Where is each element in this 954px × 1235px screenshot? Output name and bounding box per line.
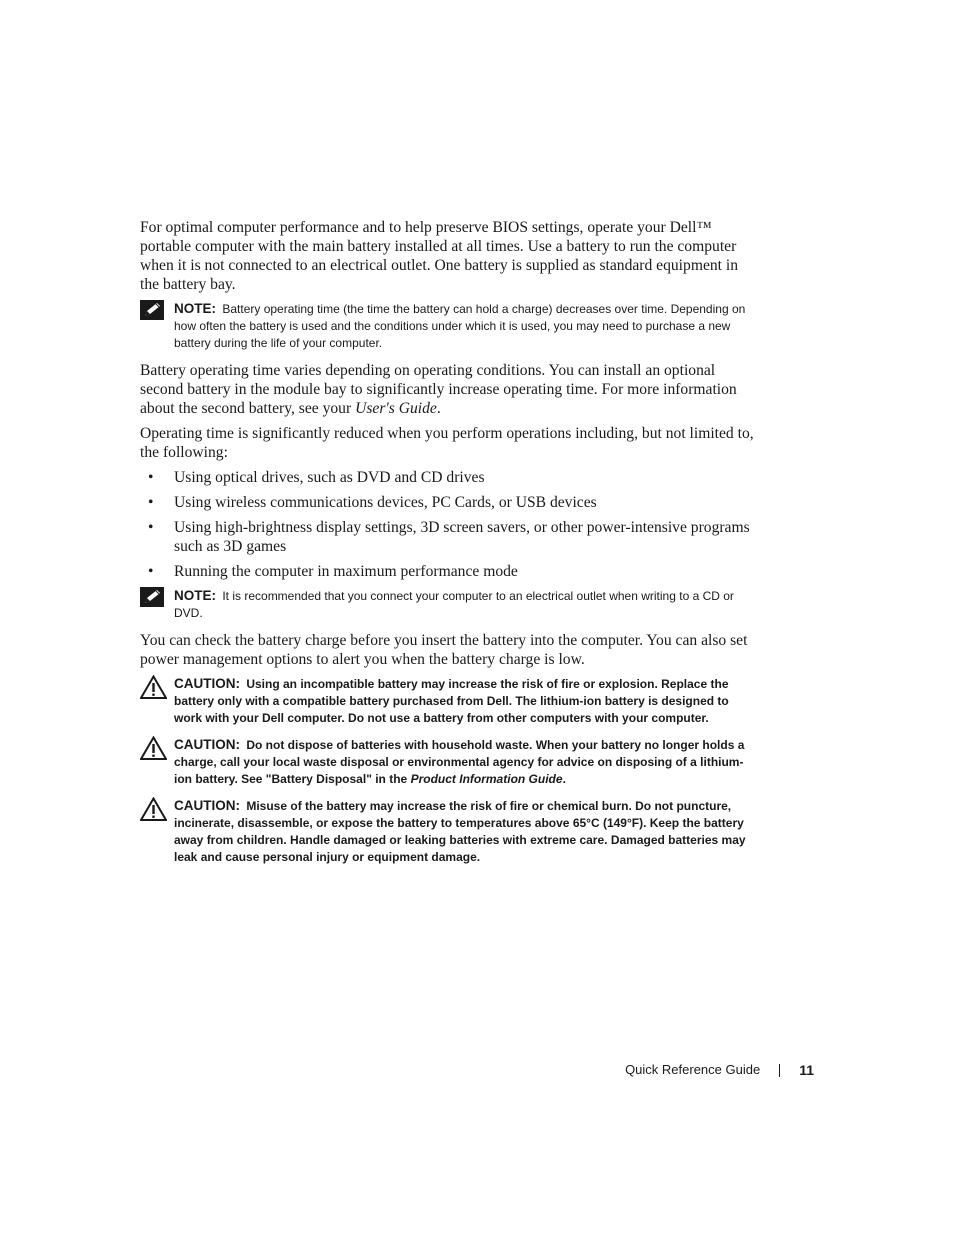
battery-charge-paragraph: You can check the battery charge before you insert the battery into the computer. You can also set power management options to alert you when the battery charge is low. — [140, 632, 748, 668]
page-content — [140, 218, 758, 875]
caution-triangle-icon — [140, 675, 167, 704]
caution-label: CAUTION: — [174, 676, 240, 691]
note-text: It is recommended that you connect your computer to an electrical outlet when writing to a CD or DVD. — [174, 589, 734, 620]
operating-time-text: Battery operating time varies depending on operating conditions. You can install an optional second battery in the module bay to significantly increase operating time. For more information about the second battery, see your — [140, 362, 737, 417]
reduced-time-paragraph: Operating time is significantly reduced when you perform operations including, but not limited to, the following: — [140, 425, 754, 461]
list-item — [140, 468, 758, 487]
note-pencil-icon — [140, 300, 164, 325]
caution-label: CAUTION: — [174, 737, 240, 752]
operating-time-end: . — [436, 400, 441, 417]
list-item-text: Running the computer in maximum performance mode — [174, 563, 518, 580]
caution-text: Misuse of the battery may increase the risk of fire or chemical burn. Do not puncture, incinerate, disassemble, or expose the battery to temperatures above 65°C (149°F). Keep the battery away from children. Handle damaged or leaking batteries with extreme care. Damaged batteries may leak and cause personal injury or equipment damage. — [174, 799, 746, 864]
caution-battery-misuse — [140, 797, 758, 866]
page-number: 11 — [799, 1062, 814, 1078]
operations-list — [140, 468, 758, 581]
list-item-text: Using optical drives, such as DVD and CD drives — [174, 469, 485, 486]
list-item — [140, 562, 758, 581]
users-guide-reference: User's Guide — [355, 400, 437, 417]
note-label: NOTE: — [174, 588, 216, 603]
intro-paragraph: For optimal computer performance and to help preserve BIOS settings, operate your Dell™ portable computer with the main battery installed at all times. Use a battery to run the computer when it is not connected to an electrical outlet. One battery is supplied as standard equipment in the battery bay. — [140, 219, 739, 293]
caution-triangle-icon — [140, 736, 167, 765]
list-item-text: Using high-brightness display settings, 3D screen savers, or other power-intensive programs such as 3D games — [174, 519, 750, 555]
product-information-guide-reference: Product Information Guide — [410, 772, 563, 786]
bullet-mark: • — [148, 563, 154, 580]
note-pencil-icon — [140, 587, 164, 612]
caution-text: Using an incompatible battery may increase the risk of fire or explosion. Replace the battery only with a compatible battery purchased from Dell. The lithium-ion battery is designed to work with your Dell computer. Do not use a battery from other computers with your computer. — [174, 677, 729, 725]
list-item — [140, 493, 758, 512]
list-item-text: Using wireless communications devices, PC Cards, or USB devices — [174, 494, 597, 511]
note-label: NOTE: — [174, 301, 216, 316]
caution-label: CAUTION: — [174, 798, 240, 813]
caution-battery-disposal — [140, 736, 758, 788]
list-item — [140, 518, 758, 556]
caution-text-end: . — [562, 772, 566, 786]
bullet-mark: • — [148, 469, 154, 486]
note-text: Battery operating time (the time the battery can hold a charge) decreases over time. Depending on how often the battery is used and the conditions under which it is used, you may need to purchase a new battery during the life of your computer. — [174, 302, 746, 350]
operating-time-paragraph — [140, 361, 758, 418]
footer-divider — [779, 1064, 780, 1077]
caution-incompatible-battery — [140, 675, 758, 727]
caution-text: Do not dispose of batteries with household waste. When your battery no longer holds a charge, call your local waste disposal or environmental agency for advice on disposing of a lithium-ion battery. See "Battery Disposal" in the — [174, 738, 745, 786]
caution-triangle-icon — [140, 797, 167, 826]
page-footer — [625, 1061, 814, 1079]
note-battery-life — [140, 300, 758, 352]
bullet-mark: • — [148, 494, 154, 511]
bullet-mark: • — [148, 519, 154, 536]
note-cd-dvd — [140, 587, 758, 622]
footer-title: Quick Reference Guide — [625, 1062, 761, 1077]
